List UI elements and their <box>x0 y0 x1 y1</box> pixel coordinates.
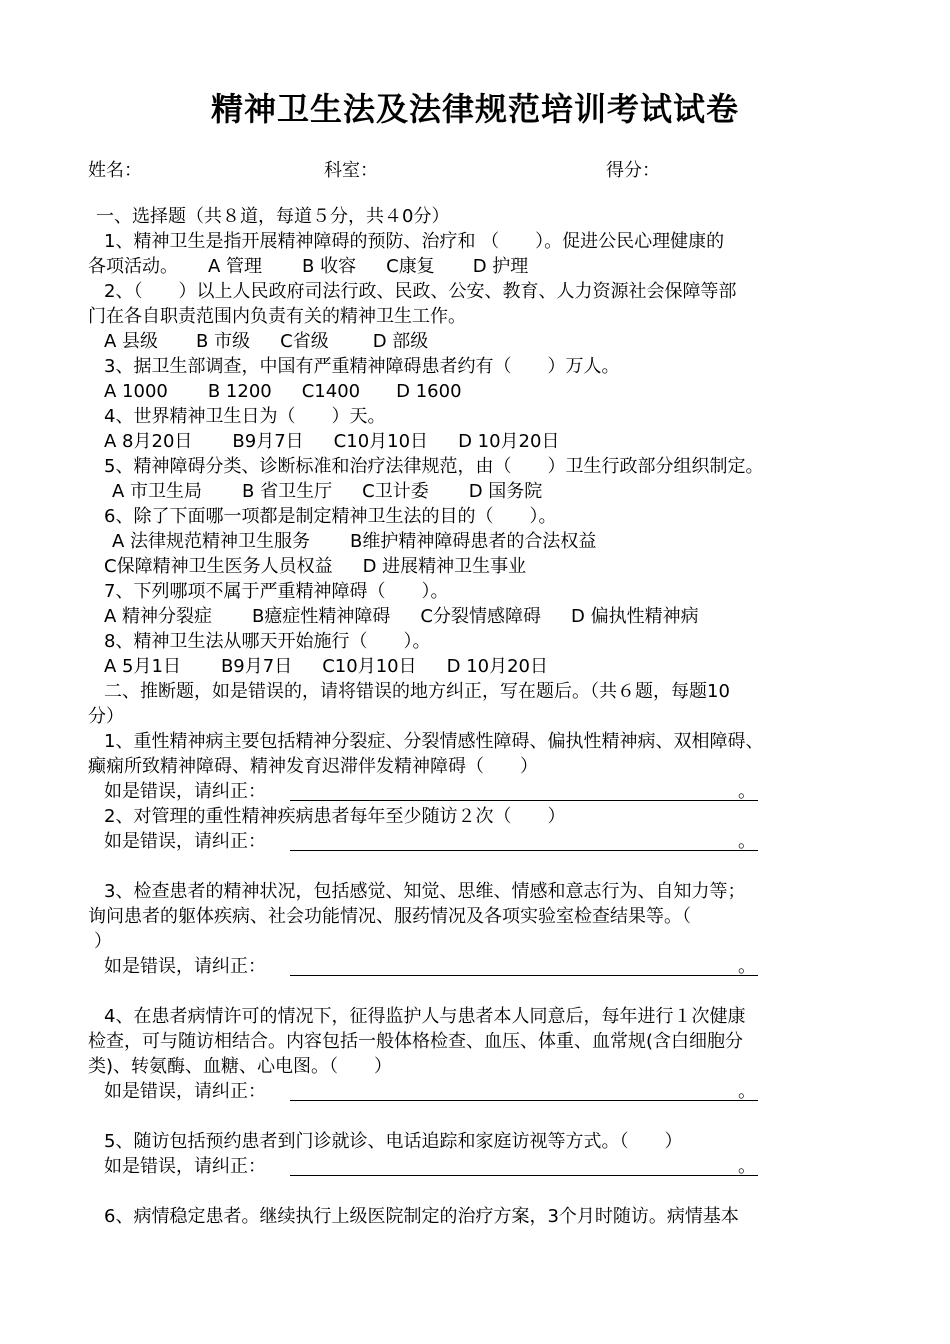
option: D 进展精神卫生事业 <box>362 556 527 577</box>
question-2-options <box>104 330 462 354</box>
tf-question-3-text: 3、检查患者的精神状况，包括感觉、知觉、思维、情感和意志行为、自知力等； <box>104 881 746 902</box>
option: B维护精神障碍患者的合法权益 <box>350 531 597 552</box>
question-6-text: 6、除了下面哪一项都是制定精神卫生法的目的（ ）。 <box>104 506 557 527</box>
question-4-options <box>104 430 593 454</box>
question-8-options <box>104 655 582 679</box>
option: B9月7日 <box>220 656 293 677</box>
option: B癔症性精神障碍 <box>252 606 391 627</box>
question-5-options <box>112 480 576 504</box>
question-7-text: 7、下列哪项不属于严重精神障碍（ ）。 <box>104 581 449 602</box>
option: C保障精神卫生医务人员权益 <box>104 556 333 577</box>
option: A 5月1日 <box>104 656 181 677</box>
tf-question-3-end-mark: 。 <box>738 956 756 977</box>
name-label: 姓名： <box>88 160 142 181</box>
question-1-options <box>88 255 562 279</box>
tf-question-2-correction-label: 如是错误，请纠正： <box>104 831 266 852</box>
option: B 收容 <box>302 256 357 277</box>
tf-question-1-text: 1、重性精神病主要包括精神分裂症、分裂情感性障碍、偏执性精神病、双相障碍、 <box>104 731 764 752</box>
option: D 10月20日 <box>458 431 560 452</box>
option: C卫计委 <box>362 481 429 502</box>
tf-question-6-text: 6、病情稳定患者。继续执行上级医院制定的治疗方案，3个月时随访。病情基本 <box>104 1206 739 1227</box>
option: A 市卫生局 <box>112 481 203 502</box>
tf-question-4-text: 4、在患者病情许可的情况下，征得监护人与患者本人同意后，每年进行１次健康 <box>104 1006 746 1027</box>
option: B 市级 <box>196 331 251 352</box>
tf-question-1-end-mark: 。 <box>738 781 756 802</box>
tf-question-4-end-mark: 。 <box>738 1081 756 1102</box>
question-8-text: 8、精神卫生法从哪天开始施行（ ）。 <box>104 631 431 652</box>
option: B 省卫生厅 <box>242 481 333 502</box>
question-3-options <box>104 380 496 404</box>
department-label: 科室： <box>324 160 378 181</box>
exam-title: 精神卫生法及法律规范培训考试试卷 <box>210 90 739 128</box>
question-6-options-row2 <box>104 555 560 579</box>
question-2-text-cont: 门在各自职责范围内负责有关的精神卫生工作。 <box>88 306 466 327</box>
section1-heading: 一、选择题（共８道，每道５分，共４0分） <box>96 206 450 227</box>
option: D 1600 <box>396 381 462 402</box>
tf-question-5-text: 5、随访包括预约患者到门诊就诊、电话追踪和家庭访视等方式。（ ） <box>104 1131 683 1152</box>
question-1-text-cont: 各项活动。 <box>88 256 178 277</box>
question-2-text: 2、（ ）以上人民政府司法行政、民政、公安、教育、人力资源社会保障等部 <box>104 281 737 302</box>
tf-question-1-correction-line[interactable] <box>290 800 758 801</box>
tf-question-2-text: 2、对管理的重性精神疾病患者每年至少随访２次（ ） <box>104 806 566 827</box>
tf-question-5-end-mark: 。 <box>738 1156 756 1177</box>
tf-question-4-text-end: 类)、转氨酶、血糖、心电图。（ ） <box>88 1056 393 1077</box>
option: A 县级 <box>104 331 159 352</box>
tf-question-5-correction-label: 如是错误，请纠正： <box>104 1156 266 1177</box>
tf-question-1-text-cont: 癫痫所致精神障碍、精神发育迟滞伴发精神障碍（ ） <box>88 756 538 777</box>
tf-question-3-correction-line[interactable] <box>290 975 758 976</box>
option: B9月7日 <box>232 431 304 452</box>
tf-question-4-text-cont: 检查，可与随访相结合。内容包括一般体格检查、血压、体重、血常规(含白细胞分 <box>88 1031 744 1052</box>
option: B 1200 <box>207 381 272 402</box>
option: A 8月20日 <box>104 431 193 452</box>
option: D 护理 <box>472 256 529 277</box>
option: D 国务院 <box>468 481 543 502</box>
option: A 1000 <box>104 381 168 402</box>
tf-question-5-correction-line[interactable] <box>290 1175 758 1176</box>
question-3-text: 3、据卫生部调查，中国有严重精神障碍患者约有（ ）万人。 <box>104 356 620 377</box>
tf-question-2-end-mark: 。 <box>738 831 756 852</box>
question-6-options-row1 <box>112 530 630 554</box>
tf-question-4-correction-line[interactable] <box>290 1100 758 1101</box>
question-7-options <box>104 605 733 629</box>
option: D 10月20日 <box>446 656 548 677</box>
question-4-text: 4、世界精神卫生日为（ ）天。 <box>104 406 386 427</box>
question-5-text: 5、精神障碍分类、诊断标准和治疗法律规范，由（ ）卫生行政部分组织制定。 <box>104 456 764 477</box>
option: A 法律规范精神卫生服务 <box>112 531 311 552</box>
tf-question-1-correction-label: 如是错误，请纠正： <box>104 781 266 802</box>
option: C10月10日 <box>333 431 429 452</box>
tf-question-3-text-end: ） <box>94 931 112 952</box>
tf-question-3-text-cont: 询问患者的躯体疾病、社会功能情况、服药情况及各项实验室检查结果等。（ <box>88 906 691 927</box>
tf-question-2-correction-line[interactable] <box>290 850 758 851</box>
option: D 偏执性精神病 <box>570 606 699 627</box>
option: C分裂情感障碍 <box>420 606 541 627</box>
option: A 管理 <box>208 256 263 277</box>
option: D 部级 <box>372 331 429 352</box>
tf-question-4-correction-label: 如是错误，请纠正： <box>104 1081 266 1102</box>
option: C康复 <box>386 256 435 277</box>
option: C省级 <box>280 331 329 352</box>
question-1-text: 1、精神卫生是指开展精神障碍的预防、治疗和 （ ）。促进公民心理健康的 <box>104 231 725 252</box>
option: C1400 <box>301 381 361 402</box>
score-label: 得分： <box>606 160 660 181</box>
option: A 精神分裂症 <box>104 606 213 627</box>
tf-question-3-correction-label: 如是错误，请纠正： <box>104 956 266 977</box>
section2-heading-cont: 分） <box>88 706 124 727</box>
section2-heading: 二、推断题，如是错误的，请将错误的地方纠正，写在题后。（共６题，每题10 <box>104 681 730 702</box>
option: C10月10日 <box>322 656 417 677</box>
